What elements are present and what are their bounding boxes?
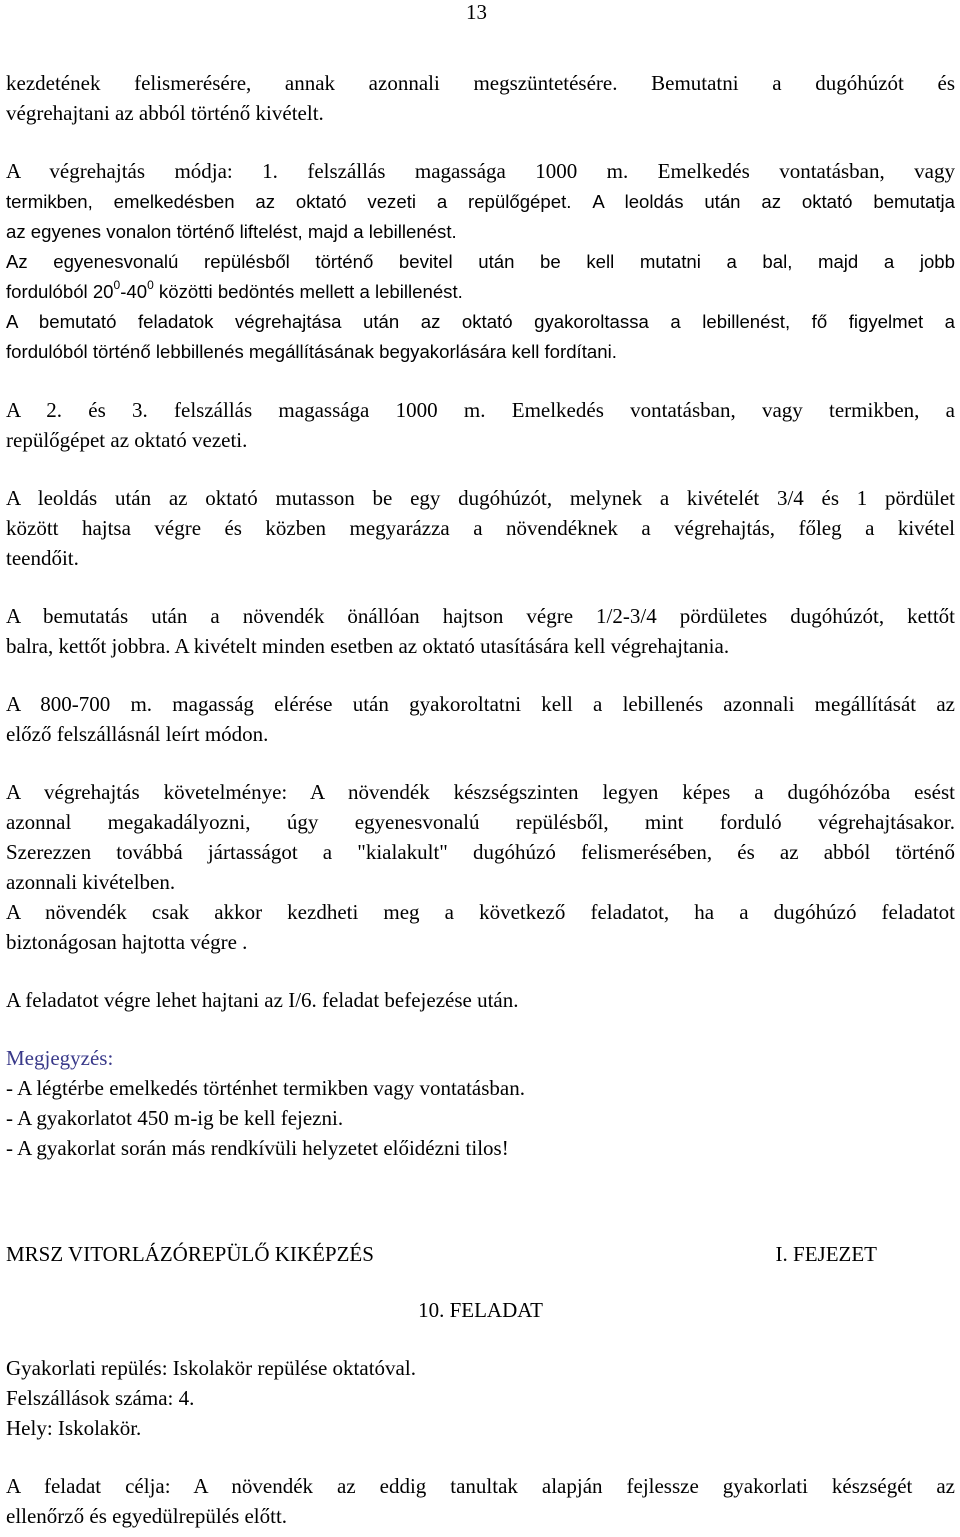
task-info <box>6 1353 955 1443</box>
page-number: 13 <box>466 0 487 24</box>
paragraph-flights-2-3 <box>6 395 955 455</box>
degree-superscript: 0 <box>113 278 121 292</box>
note-section <box>6 1043 955 1163</box>
text-line: teendőit. <box>6 546 79 570</box>
text-line: A növendék csak akkor kezdheti meg a következő feladatot, ha a dugóhúzó feladatot <box>6 900 955 924</box>
text-line: A bemutató feladatok végrehajtása után az oktató gyakoroltassa a lebillenést, fő figyelmet a <box>6 311 955 332</box>
note-item: - A légtérbe emelkedés történhet termikben vagy vontatásban. <box>6 1076 525 1100</box>
note-item: - A gyakorlat során más rendkívüli helyzetet előidézni tilos! <box>6 1136 509 1160</box>
text-line: biztonágosan hajtotta végre . <box>6 930 248 954</box>
text-span: termikben, emelkedésben az oktató vezeti a repülőgépet. <box>6 191 572 212</box>
task-info-line: Gyakorlati repülés: Iskolakör repülése oktatóval. <box>6 1356 416 1380</box>
note-heading: Megjegyzés: <box>6 1046 114 1070</box>
text-line: között hajtsa végre és közben megyarázza a növendéknek a végrehajtás, főleg a kivétel <box>6 516 955 540</box>
paragraph-requirements <box>6 777 955 957</box>
text-line: A feladat célja: A növendék az eddig tanultak alapján fejlessze gyakorlati készségét az <box>6 1474 955 1498</box>
text-span: közötti bedöntés mellett a lebillenést. <box>153 281 463 302</box>
task-info-line: Felszállások száma: 4. <box>6 1386 195 1410</box>
text-line: Az egyenesvonalú repülésből történő bevitel után be kell mutatni a bal, majd a jobb <box>6 251 955 272</box>
paragraph-altitude <box>6 689 955 749</box>
text-line: azonnali kivételben. <box>6 870 176 894</box>
section-header-row <box>6 1239 955 1269</box>
text-line <box>6 277 955 307</box>
paragraph-prerequisite <box>6 985 955 1015</box>
text-line: ellenőrző és egyedülrepülés előtt. <box>6 1504 288 1528</box>
text-span: fordulóból 20 <box>6 281 114 302</box>
text-line: A leoldás után az oktató mutasson be egy dugóhúzót, melynek a kivételét 3/4 és 1 pördület <box>6 486 955 510</box>
chapter-label: I. FEJEZET <box>775 1242 877 1266</box>
text-line: A 2. és 3. felszállás magassága 1000 m. Emelkedés vontatásban, vagy termikben, a <box>6 398 955 422</box>
text-line: A bemutatás után a növendék önállóan hajtson végre 1/2-3/4 pördületes dugóhúzót, kettőt <box>6 604 955 628</box>
text-line: előző felszállásnál leírt módon. <box>6 722 269 746</box>
text-line: azonnal megakadályozni, úgy egyenesvonalú repülésből, mint forduló végrehajtásakor. <box>6 810 955 834</box>
degree-superscript: 0 <box>147 278 154 292</box>
note-item: - A gyakorlatot 450 m-ig be kell fejezni. <box>6 1106 344 1130</box>
paragraph-spin-demo <box>6 483 955 573</box>
paragraph-execution-method <box>6 156 955 367</box>
text-line: Szerezzen továbbá jártasságot a "kialakult" dugóhúzó felismerésében, és az abból történő <box>6 840 955 864</box>
paragraph-intro <box>6 68 955 128</box>
text-line: A végrehajtás módja: 1. felszállás magassága 1000 m. Emelkedés vontatásban, vagy <box>6 159 955 183</box>
task-title: 10. FELADAT <box>418 1298 543 1322</box>
text-line: kezdetének felismerésére, annak azonnali megszüntetésére. Bemutatni a dugóhúzót és <box>6 71 955 95</box>
text-span: -40 <box>120 281 148 302</box>
text-line: A feladatot végre lehet hajtani az I/6. feladat befejezése után. <box>6 988 519 1012</box>
text-line: végrehajtani az abból történő kivételt. <box>6 101 324 125</box>
text-line: A 800-700 m. magasság elérése után gyakoroltatni kell a lebillenés azonnali megállítását az <box>6 692 955 716</box>
text-line: az egyenes vonalon történő liftelést, majd a lebillenést. <box>6 221 457 242</box>
paragraph-student-spins <box>6 601 955 661</box>
text-span: A leoldás után az oktató bemutatja <box>592 191 956 212</box>
publication-title: MRSZ VITORLÁZÓREPÜLŐ KIKÉPZÉS <box>6 1242 374 1266</box>
document-body <box>6 68 955 1531</box>
text-line: balra, kettőt jobbra. A kivételt minden esetben az oktató utasítására kell végrehajtania. <box>6 634 730 658</box>
text-line: repülőgépet az oktató vezeti. <box>6 428 248 452</box>
text-line <box>6 186 955 217</box>
paragraph-goal <box>6 1471 955 1531</box>
text-line: A végrehajtás követelménye: A növendék készségszinten legyen képes a dugóhózóba esést <box>6 780 955 804</box>
task-info-line: Hely: Iskolakör. <box>6 1416 142 1440</box>
text-line: fordulóból történő lebbillenés megállításának begyakorlására kell fordítani. <box>6 341 617 362</box>
